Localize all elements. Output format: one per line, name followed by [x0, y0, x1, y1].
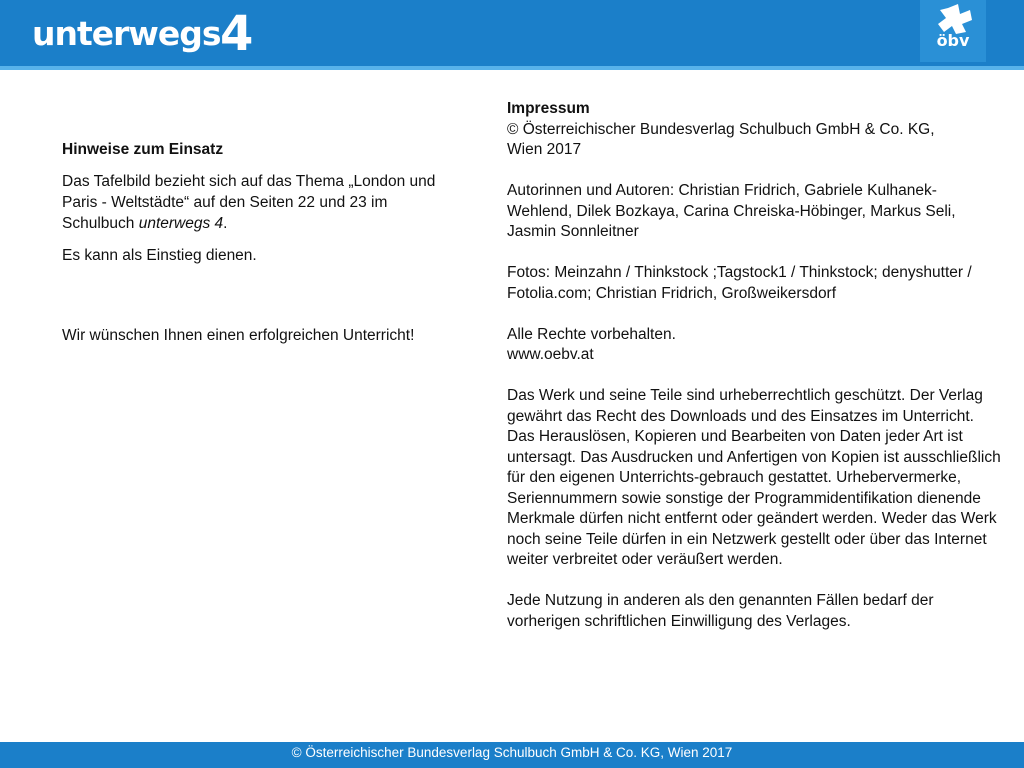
footer-text: © Österreichischer Bundesverlag Schulbuch GmbH & Co. KG, Wien 2017 — [291, 745, 733, 760]
hints-intro-line: Es kann als Einstieg dienen. — [62, 247, 257, 264]
oebv-logo-icon — [920, 0, 986, 62]
brand-number: 4 — [220, 6, 254, 62]
hints-body-part2: . — [223, 215, 228, 232]
hints-wish: Wir wünschen Ihnen einen erfolgreichen Unterricht! — [62, 327, 415, 344]
hints-body — [62, 171, 462, 234]
impressum-authors: Autorinnen und Autoren: Christian Fridrich, Gabriele Kulhanek-Wehlend, Dilek Bozkaya, Carina Chreiska-Höbinger, Markus Seli, Jasmin Sonnleitner — [507, 182, 956, 240]
header-divider — [0, 66, 1024, 70]
header-bar — [0, 0, 1024, 66]
oebv-logo-text: öbv — [936, 31, 970, 50]
hints-book-title: unterwegs 4 — [138, 215, 224, 232]
impressum-website-link[interactable]: www.oebv.at — [507, 346, 594, 363]
hints-title: Hinweise zum Einsatz — [62, 141, 224, 158]
hints-section — [62, 139, 462, 346]
footer-bar — [0, 742, 1024, 768]
impressum-copyright-line2: Wien 2017 — [507, 141, 582, 158]
impressum-section — [507, 99, 1002, 632]
hints-body-part1: Das Tafelbild bezieht sich auf das Thema „London und Paris - Weltstädte“ auf den Seiten 22 und 23 im Schulbuch — [62, 173, 436, 232]
impressum-photos: Fotos: Meinzahn / Thinkstock ;Tagstock1 / Thinkstock; denyshutter / Fotolia.com; Christian Fridrich, Großweikersdorf — [507, 264, 972, 302]
oebv-logo[interactable] — [920, 0, 986, 62]
brand-name: unterwegs — [32, 14, 221, 53]
impressum-copyright-text: Das Werk und seine Teile sind urheberrechtlich geschützt. Der Verlag gewährt das Recht des Downloads und des Einsatzes im Unterricht. Das Herauslösen, Kopieren und Bearbeiten von Daten jeder Art ist untersagt. Das Ausdrucken und Anfertigen von Kopien ist ausschließlich für den eigenen Unterrichts-gebrauch gestattet. Urhebervermerke, Seriennummern sowie sonstige der Programmidentifikation dienende Merkmale dürfen nicht entfernt oder geändert werden. Weder das Werk noch seine Teile dürfen in ein Netzwerk gestellt oder über das Internet weiter verbreitet oder veräußert werden. — [507, 387, 1001, 568]
impressum-rights: Alle Rechte vorbehalten. — [507, 325, 676, 343]
impressum-title: Impressum — [507, 100, 590, 117]
impressum-copyright-line1: © Österreichischer Bundesverlag Schulbuch GmbH & Co. KG, — [507, 120, 935, 138]
impressum-usage: Jede Nutzung in anderen als den genannten Fällen bedarf der vorherigen schriftlichen Einwilligung des Verlages. — [507, 592, 934, 630]
